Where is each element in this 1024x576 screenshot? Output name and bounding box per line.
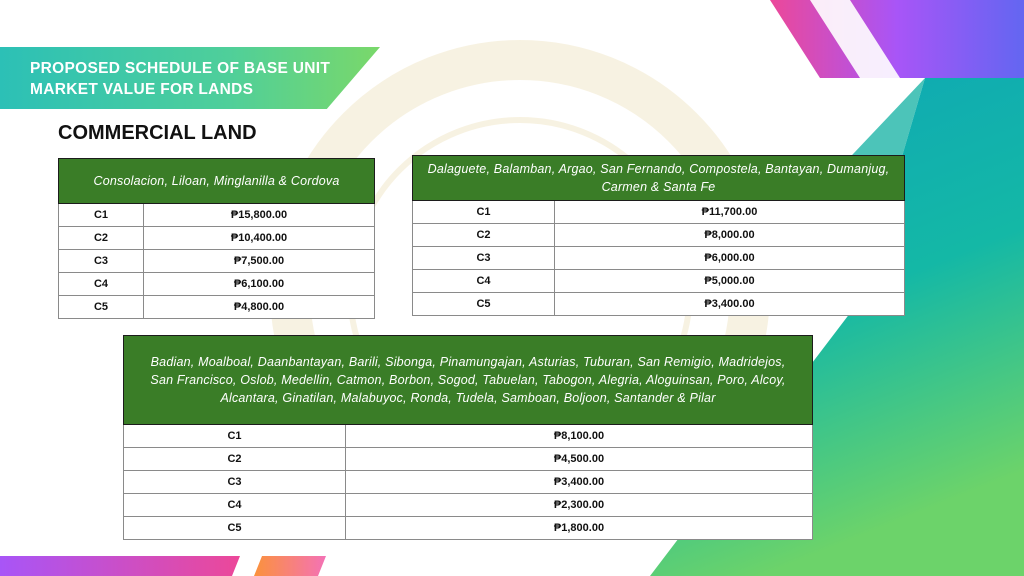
table-row	[413, 201, 905, 224]
rates-table-3	[123, 335, 813, 540]
unit-value: ₱11,700.00	[555, 201, 905, 224]
unit-value: ₱5,000.00	[555, 270, 905, 293]
class-code: C5	[413, 293, 555, 316]
table-row	[124, 425, 813, 448]
unit-value: ₱3,400.00	[346, 471, 813, 494]
table-row	[124, 471, 813, 494]
banner-title-line1: PROPOSED SCHEDULE OF BASE UNIT	[30, 60, 331, 77]
table-row	[413, 270, 905, 293]
unit-value: ₱15,800.00	[144, 204, 375, 227]
unit-value: ₱4,800.00	[144, 296, 375, 319]
table-row	[59, 250, 375, 273]
class-code: C2	[413, 224, 555, 247]
class-code: C4	[413, 270, 555, 293]
class-code: C5	[124, 517, 346, 540]
rates-table-2	[412, 155, 905, 316]
unit-value: ₱6,100.00	[144, 273, 375, 296]
rates-table-1	[58, 158, 375, 319]
table-row	[124, 448, 813, 471]
banner-title-line2: MARKET VALUE FOR LANDS	[30, 81, 254, 98]
class-code: C3	[413, 247, 555, 270]
section-title: COMMERCIAL LAND	[58, 122, 257, 144]
class-code: C4	[59, 273, 144, 296]
unit-value: ₱10,400.00	[144, 227, 375, 250]
table-header: Consolacion, Liloan, Minglanilla & Cordova	[59, 159, 375, 204]
class-code: C2	[59, 227, 144, 250]
table-row	[59, 296, 375, 319]
class-code: C4	[124, 494, 346, 517]
table-row	[59, 204, 375, 227]
unit-value: ₱4,500.00	[346, 448, 813, 471]
class-code: C1	[413, 201, 555, 224]
table-row	[124, 517, 813, 540]
table-row	[124, 494, 813, 517]
unit-value: ₱8,000.00	[555, 224, 905, 247]
table-row	[59, 227, 375, 250]
table-header: Badian, Moalboal, Daanbantayan, Barili, Sibonga, Pinamungajan, Asturias, Tuburan, San Remigio, Madridejos, San Francisco, Oslob, Medellin, Catmon, Borbon, Sogod, Tabuelan, Tabogon, Alegria, Aloguinsan, Poro, Alcoy, Alcantara, Ginatilan, Malabuyoc, Ronda, Tudela, Samboan, Boljoon, Santander & Pilar	[124, 336, 813, 425]
unit-value: ₱7,500.00	[144, 250, 375, 273]
unit-value: ₱8,100.00	[346, 425, 813, 448]
class-code: C1	[124, 425, 346, 448]
table-row	[413, 247, 905, 270]
unit-value: ₱3,400.00	[555, 293, 905, 316]
unit-value: ₱6,000.00	[555, 247, 905, 270]
class-code: C3	[124, 471, 346, 494]
unit-value: ₱2,300.00	[346, 494, 813, 517]
class-code: C5	[59, 296, 144, 319]
table-header: Dalaguete, Balamban, Argao, San Fernando, Compostela, Bantayan, Dumanjug, Carmen & Santa Fe	[413, 156, 905, 201]
table-row	[413, 224, 905, 247]
class-code: C1	[59, 204, 144, 227]
banner-title	[30, 58, 350, 100]
class-code: C2	[124, 448, 346, 471]
table-row	[413, 293, 905, 316]
table-row	[59, 273, 375, 296]
unit-value: ₱1,800.00	[346, 517, 813, 540]
class-code: C3	[59, 250, 144, 273]
